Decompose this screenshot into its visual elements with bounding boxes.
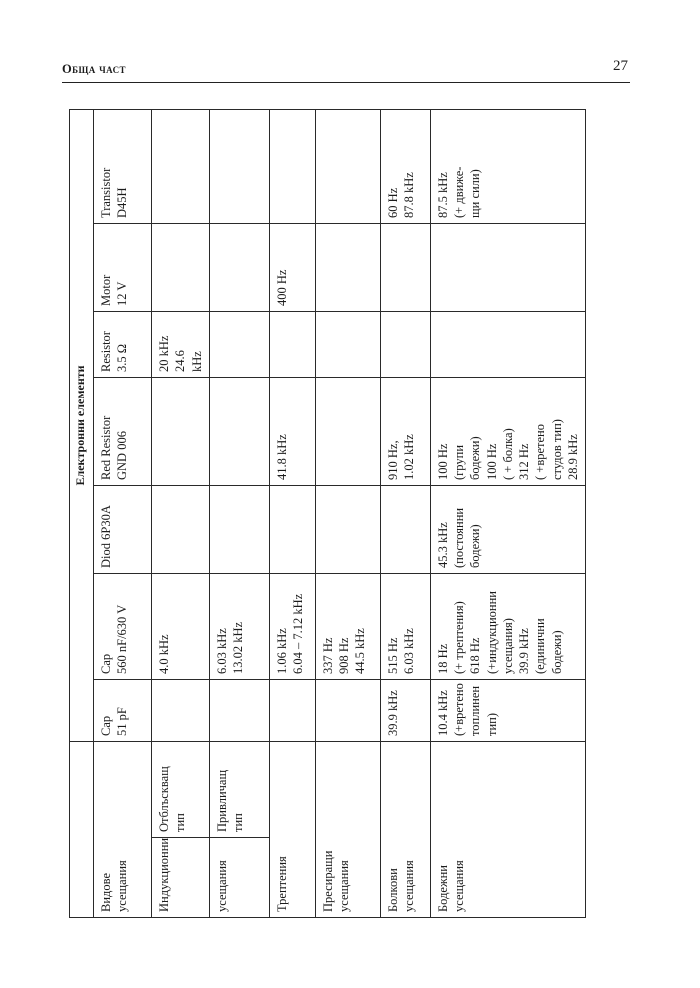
table-cell bbox=[269, 312, 315, 378]
table-cell: 515 Hz 6.03 kHz bbox=[380, 574, 430, 680]
table-cell bbox=[315, 312, 380, 378]
table-cell bbox=[380, 486, 430, 574]
page-header bbox=[62, 60, 630, 83]
table-cell bbox=[269, 486, 315, 574]
table-cell bbox=[315, 224, 380, 312]
table-cell bbox=[209, 109, 269, 223]
table-cell bbox=[430, 224, 585, 312]
table-row bbox=[315, 109, 380, 917]
table-cell bbox=[315, 378, 380, 486]
table-cell: 400 Hz bbox=[269, 224, 315, 312]
table-cell bbox=[380, 224, 430, 312]
table-cell bbox=[209, 224, 269, 312]
table-cell bbox=[152, 486, 210, 574]
table-cell bbox=[269, 680, 315, 742]
table-header-row bbox=[94, 109, 152, 917]
table-cell bbox=[209, 312, 269, 378]
table-cell: 39.9 kHz bbox=[380, 680, 430, 742]
row-type: Трептения bbox=[269, 742, 315, 918]
table-cell bbox=[209, 680, 269, 742]
table-row bbox=[269, 109, 315, 917]
column-header: Cap 560 nF/630 V bbox=[94, 574, 152, 680]
table-row bbox=[430, 109, 585, 917]
table-cell: 45.3 kHz (постоянни бодежи) bbox=[430, 486, 585, 574]
column-header: Cap 51 pF bbox=[94, 680, 152, 742]
row-type: усещания bbox=[209, 838, 269, 918]
row-type: Бодежни усещания bbox=[430, 742, 585, 918]
row-type: Болкови усещания bbox=[380, 742, 430, 918]
table-cell: 1.06 kHz 6.04 – 7.12 kHz bbox=[269, 574, 315, 680]
table-cell: 6.03 kHz 13.02 kHz bbox=[209, 574, 269, 680]
sensations-table bbox=[69, 109, 586, 918]
table-row bbox=[209, 109, 269, 917]
table-cell: 18 Hz (+ трептения) 618 Hz (+индукционни усещания) 39.9 kHz (единични бодежи) bbox=[430, 574, 585, 680]
table-cell bbox=[152, 224, 210, 312]
column-header-type: Видове усещания bbox=[94, 742, 152, 918]
table-cell bbox=[315, 486, 380, 574]
table-cell: 100 Hz (групи бодежи) 100 Hz ( + болка) 312 Hz ( +вретено студов тип) 28.9 kHz bbox=[430, 378, 585, 486]
row-type: Пресиращи усещания bbox=[315, 742, 380, 918]
table-cell bbox=[315, 680, 380, 742]
row-subtype: Отблъскващ тип bbox=[152, 742, 210, 838]
column-header: Motor 12 V bbox=[94, 224, 152, 312]
table-cell: 60 Hz 87.8 kHz bbox=[380, 109, 430, 223]
table-cell: 10.4 kHz (+вретено топлинен тип) bbox=[430, 680, 585, 742]
table-row bbox=[380, 109, 430, 917]
column-header: Transistor D45H bbox=[94, 109, 152, 223]
table-cell: 20 kHz 24.6 kHz bbox=[152, 312, 210, 378]
row-subtype: Привличащ тип bbox=[209, 742, 269, 838]
table-cell: 87.5 kHz (+ движе- щи сили) bbox=[430, 109, 585, 223]
table-cell bbox=[152, 378, 210, 486]
table-cell bbox=[152, 680, 210, 742]
table-cell bbox=[430, 312, 585, 378]
section-title: Обща част bbox=[62, 62, 126, 76]
table-cell bbox=[209, 378, 269, 486]
table-cell bbox=[380, 312, 430, 378]
table-cell: 910 Hz, 1.02 kHz bbox=[380, 378, 430, 486]
column-header: Diod 6P30A bbox=[94, 486, 152, 574]
table-cell bbox=[209, 486, 269, 574]
table-cell: 337 Hz 908 Hz 44.5 kHz bbox=[315, 574, 380, 680]
page-number: 27 bbox=[613, 58, 628, 74]
column-header: Resistor 3.5 Ω bbox=[94, 312, 152, 378]
group-header: Електронни елементи bbox=[70, 109, 94, 741]
corner-cell bbox=[70, 742, 94, 918]
table-row bbox=[152, 109, 210, 917]
table-cell bbox=[315, 109, 380, 223]
row-type: Индукционни bbox=[152, 838, 210, 918]
table-cell bbox=[269, 109, 315, 223]
table-cell bbox=[152, 109, 210, 223]
table-cell: 4.0 kHz bbox=[152, 574, 210, 680]
table-header-row-group bbox=[70, 109, 94, 917]
column-header: Red Resistor GND 006 bbox=[94, 378, 152, 486]
rotated-table-container bbox=[69, 110, 580, 918]
table-cell: 41.8 kHz bbox=[269, 378, 315, 486]
